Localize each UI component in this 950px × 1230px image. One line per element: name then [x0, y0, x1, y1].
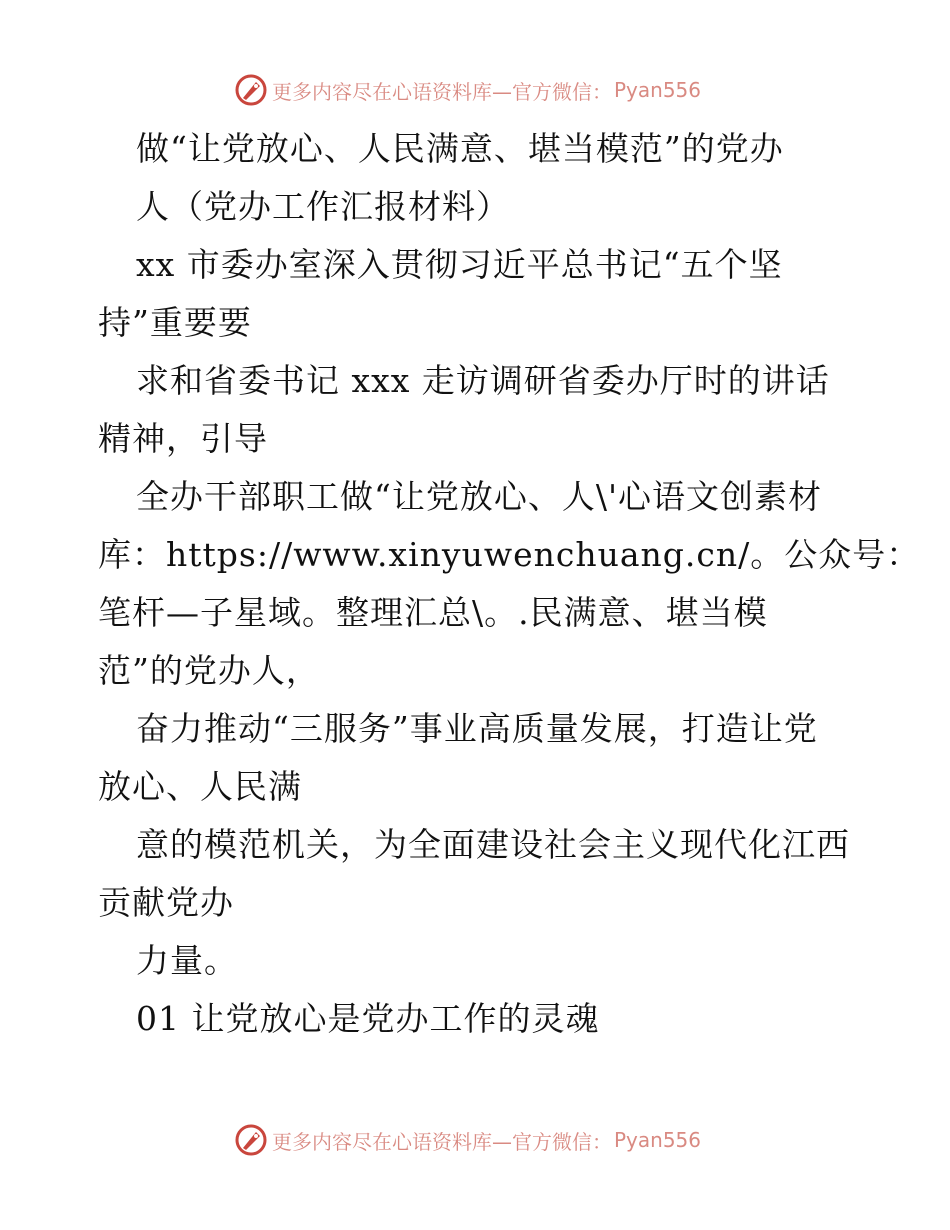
text-line: 范”的党办人，: [98, 651, 320, 690]
text-line: 人（党办工作汇报材料）: [136, 187, 510, 226]
document-body: [0, 120, 950, 1048]
text-line: 持”重要要: [98, 303, 252, 342]
header-watermark: [234, 72, 701, 108]
section-heading: 01 让党放心是党办工作的灵魂: [136, 999, 600, 1038]
text-line: 贡献党办: [98, 883, 234, 922]
pen-nib-logo-icon: [234, 1123, 268, 1157]
text-line: 意的模范机关，为全面建设社会主义现代化江西: [136, 825, 850, 864]
text-line: 力量。: [136, 941, 238, 980]
text-line: 库：https://www.xinyuwenchuang.cn/。公众号：: [98, 535, 921, 574]
footer-watermark: [234, 1122, 701, 1158]
text-line: 求和省委书记 xxx 走访调研省委办厅时的讲话: [136, 361, 830, 400]
text-line: 全办干部职工做“让党放心、人\'心语文创素材: [136, 477, 823, 516]
watermark-text: 更多内容尽在心语资料库—官方微信：: [272, 1129, 612, 1154]
pen-nib-logo-icon: [234, 73, 268, 107]
text-line: 做“让党放心、人民满意、堪当模范”的党办: [136, 129, 784, 168]
text-line: 放心、人民满: [98, 767, 302, 806]
text-line: xx 市委办室深入贯彻习近平总书记“五个坚: [136, 245, 783, 284]
watermark-handle: Pyan556: [614, 78, 702, 102]
text-line: 精神，引导: [98, 419, 268, 458]
watermark-text: 更多内容尽在心语资料库—官方微信：: [272, 79, 612, 104]
text-line: 奋力推动“三服务”事业高质量发展，打造让党: [136, 709, 818, 748]
text-line: 笔杆—子星域。整理汇总\。.民满意、堪当模: [98, 593, 768, 632]
watermark-handle: Pyan556: [614, 1128, 702, 1152]
